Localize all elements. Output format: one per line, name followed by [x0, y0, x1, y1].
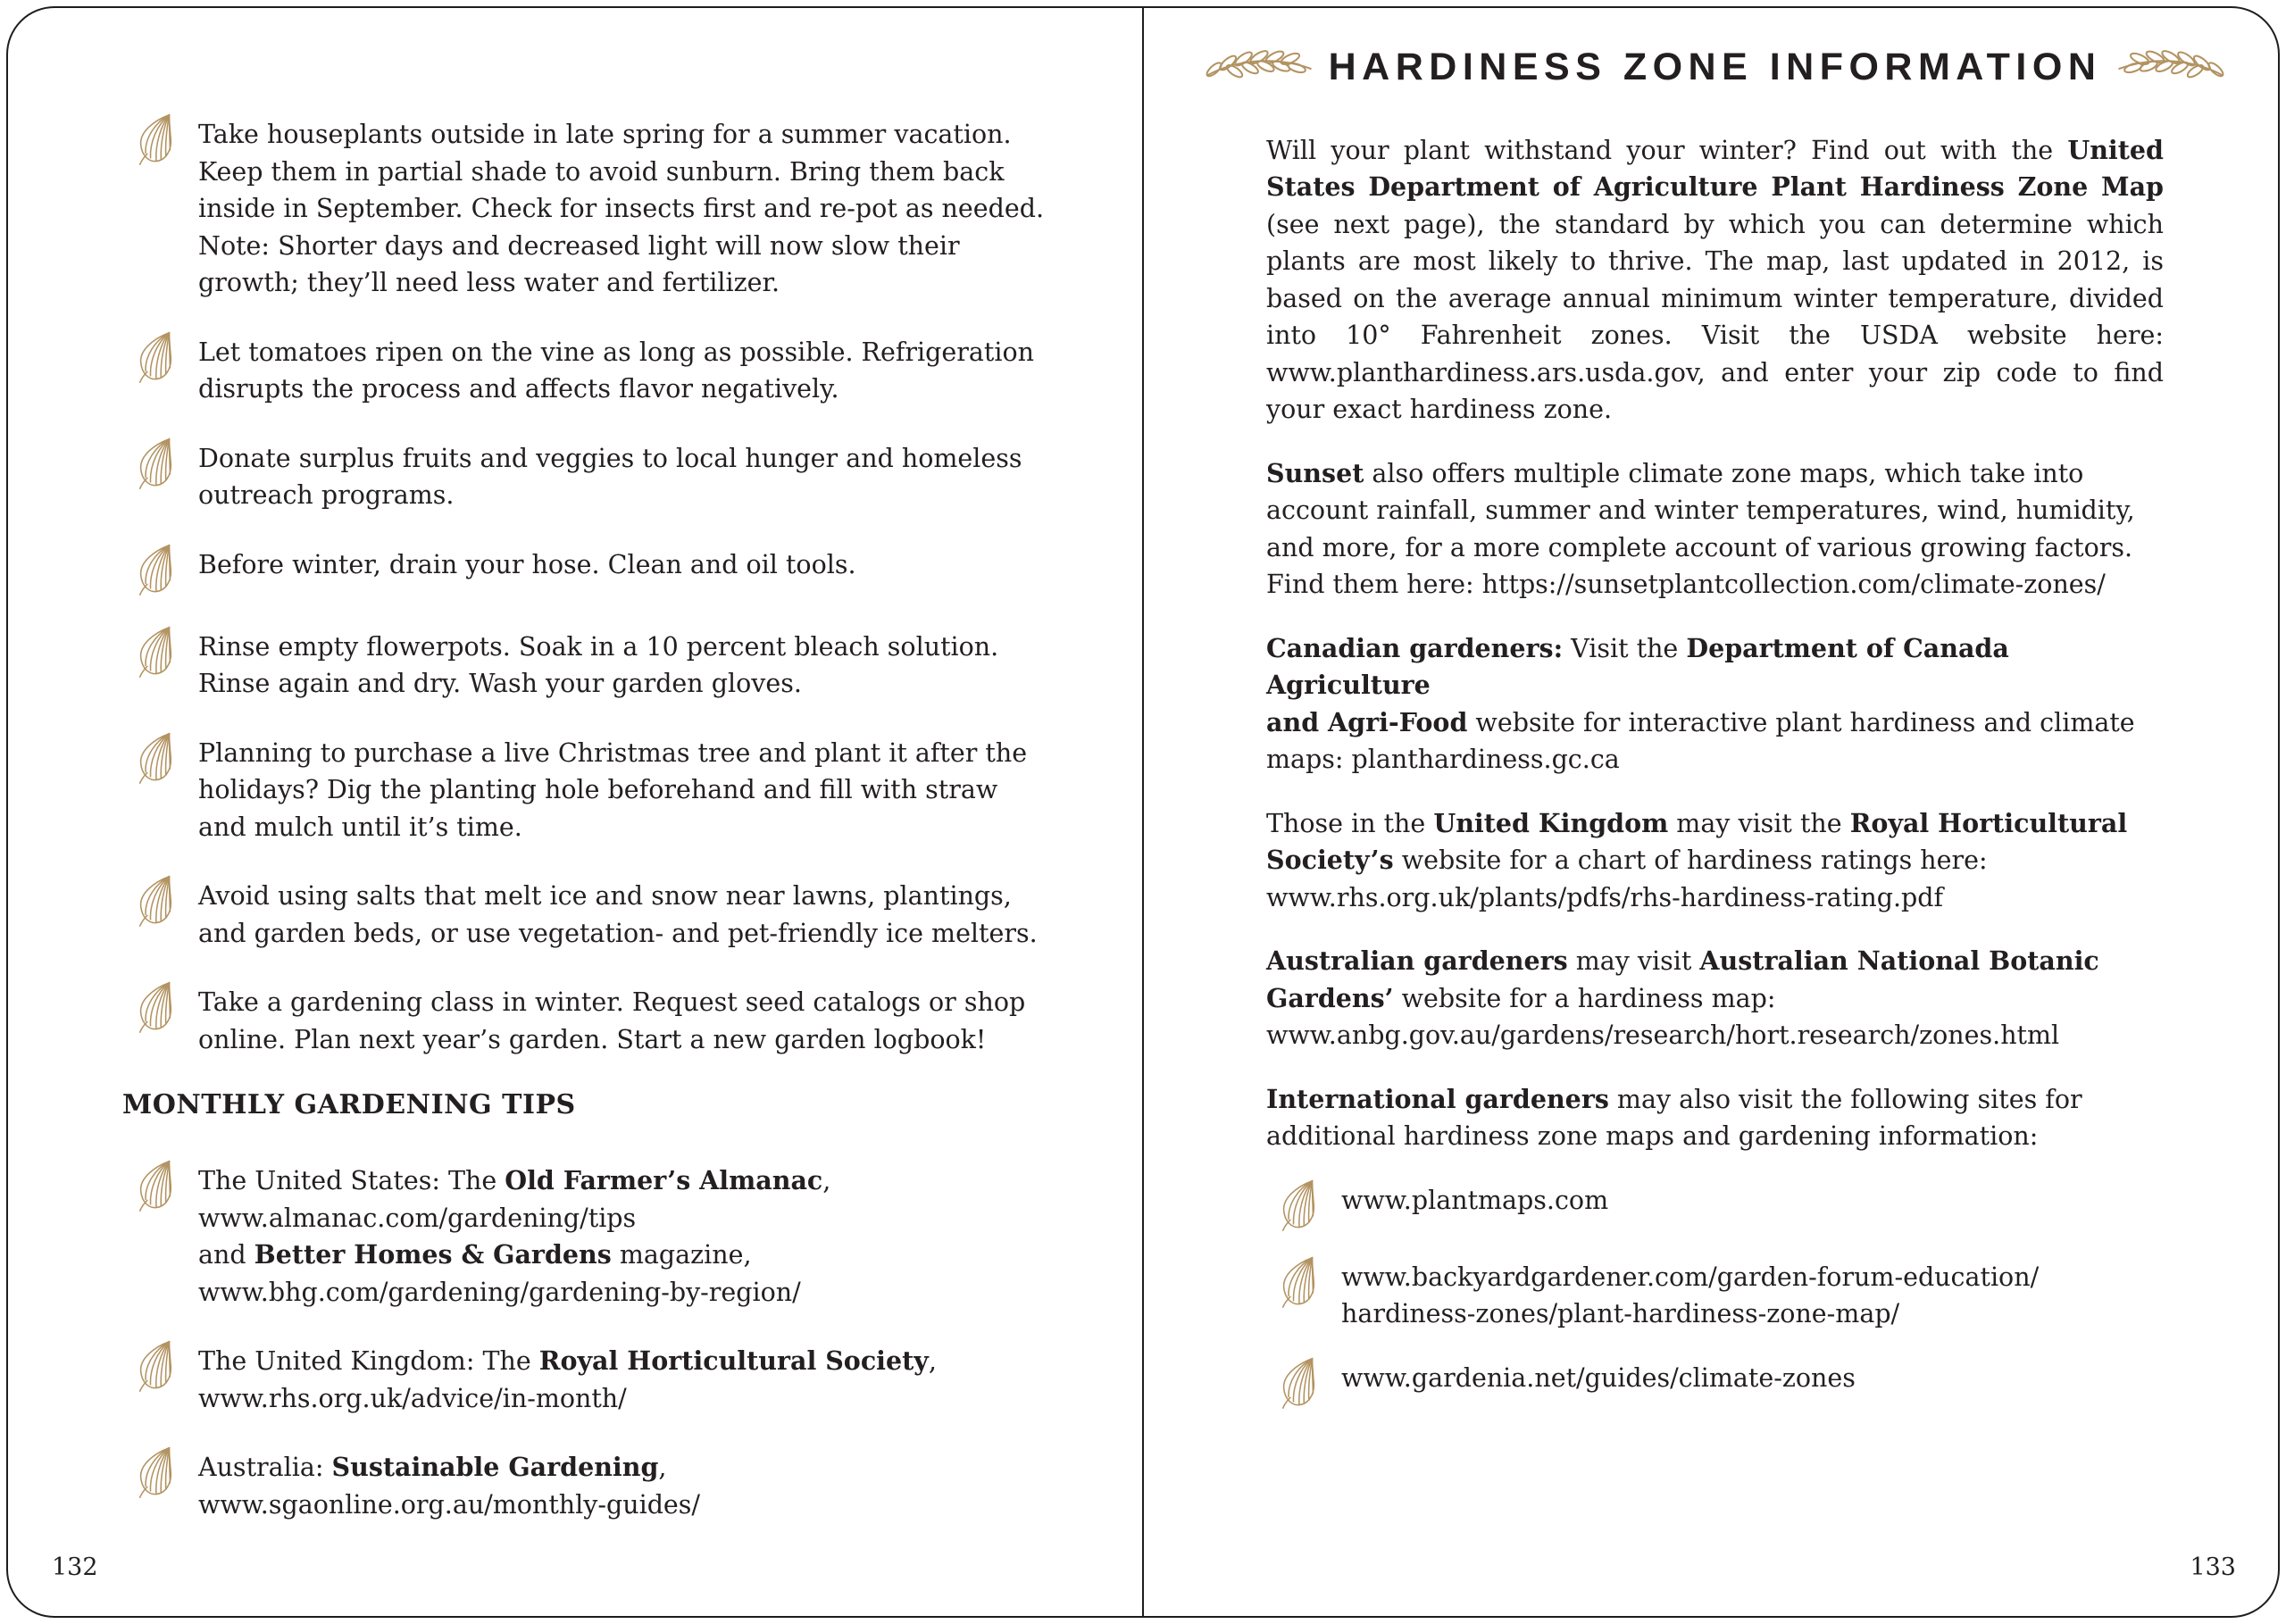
tip-item: [134, 334, 1089, 408]
monthly-tips-list: [134, 1162, 1089, 1523]
tip-text: Australia: Sustainable Gardening, www.sgaonline.org.au/monthly-guides/: [198, 1452, 701, 1520]
tip-item: [134, 1162, 1089, 1311]
tip-text: Take a gardening class in winter. Request seed catalogs or shop online. Plan next year’s garden. Start a new garden logbook!: [198, 987, 1026, 1054]
tip-text: Rinse empty flowerpots. Soak in a 10 percent bleach solution. Rinse again and dry. Wash your garden gloves.: [198, 631, 999, 698]
onion-bulb-icon: [134, 1159, 177, 1212]
tip-item: [134, 546, 1089, 596]
page-title: HARDINESS ZONE INFORMATION: [1328, 46, 2102, 88]
tip-item: [1277, 1182, 2164, 1232]
page-number-left: 132: [52, 1553, 98, 1581]
tip-item: [134, 1449, 1089, 1523]
onion-bulb-icon: [134, 625, 177, 679]
tip-text: Take houseplants outside in late spring for a summer vacation. Keep them in partial shade to avoid sunburn. Bring them back inside in September. Check for insects first and re-pot as needed. Note: Shorter days and decreased light will now slow their growth; they’ll need less water and fertilizer.: [198, 120, 1045, 297]
international-sites-list: [1266, 1182, 2164, 1410]
onion-bulb-icon: [134, 874, 177, 928]
paragraph-australia: Australian gardeners may visit Australian National Botanic Gardens’ website for a hardiness map: www.anbg.gov.au/gardens/research/hort.research/zones.html: [1266, 945, 2099, 1051]
tip-item: [134, 1343, 1089, 1417]
onion-bulb-icon: [134, 980, 177, 1034]
onion-bulb-icon: [1277, 1356, 1320, 1410]
onion-bulb-icon: [134, 731, 177, 785]
tip-text: Let tomatoes ripen on the vine as long as possible. Refrigeration disrupts the process and affects flavor negatively.: [198, 337, 1034, 404]
paragraph-canada: Canadian gardeners: Visit the Department of Canada Agriculture and Agri-Food website for interactive plant hardiness and climate maps: planthardiness.gc.ca: [1266, 632, 2135, 775]
site-url: www.gardenia.net/guides/climate-zones: [1341, 1362, 1856, 1393]
paragraph-sunset: Sunset also offers multiple climate zone maps, which take into account rainfall, summer and winter temperatures, wind, humidity, and more, for a more complete account of various growing factors. Find them here: https://sunsetplantcollection.com/climate-zones/: [1266, 457, 2135, 600]
onion-bulb-icon: [134, 1445, 177, 1499]
tip-item: [134, 629, 1089, 703]
onion-bulb-icon: [134, 330, 177, 384]
tip-item: [134, 116, 1089, 302]
seasonal-tips-list: [134, 116, 1089, 1058]
tip-text: Avoid using salts that melt ice and snow near lawns, plantings, and garden beds, or use vegetation- and pet-friendly ice melters.: [198, 881, 1038, 948]
paragraph-international: International gardeners may also visit the following sites for additional hardiness zone maps and gardening information:: [1266, 1083, 2082, 1152]
tip-text: Before winter, drain your hose. Clean and oil tools.: [198, 549, 856, 579]
laurel-branch-icon: [1204, 48, 1314, 87]
laurel-branch-icon: [2115, 48, 2226, 87]
right-page: [1144, 0, 2286, 1624]
site-url: www.backyardgardener.com/garden-forum-education/ hardiness-zones/plant-hardiness-zone-map/: [1341, 1262, 2040, 1329]
onion-bulb-icon: [134, 112, 177, 166]
tip-item: [1277, 1259, 2164, 1333]
tip-item: [134, 735, 1089, 846]
onion-bulb-icon: [134, 1339, 177, 1393]
onion-bulb-icon: [1277, 1178, 1320, 1232]
tip-item: [134, 440, 1089, 514]
tip-text: Planning to purchase a live Christmas tree and plant it after the holidays? Dig the planting hole beforehand and fill with straw and mulch until it’s time.: [198, 737, 1028, 842]
tip-text: The United States: The Old Farmer’s Almanac, www.almanac.com/gardening/tips and Better Homes & Gardens magazine, www.bhg.com/gardening/gardening-by-region/: [198, 1165, 831, 1307]
tip-item: [134, 984, 1089, 1058]
onion-bulb-icon: [134, 437, 177, 490]
site-url: www.plantmaps.com: [1341, 1185, 1609, 1215]
chapter-title-row: [1266, 45, 2164, 91]
section-heading-monthly-gardening-tips: MONTHLY GARDENING TIPS: [122, 1089, 576, 1120]
tip-item: [1277, 1360, 2164, 1410]
onion-bulb-icon: [1277, 1255, 1320, 1309]
paragraph-united-kingdom: Those in the United Kingdom may visit the Royal Horticultural Society’s website for a chart of hardiness ratings here: www.rhs.org.uk/plants/pdfs/rhs-hardiness-rating.pdf: [1266, 807, 2128, 912]
paragraph-usda-intro: Will your plant withstand your winter? Find out with the United States Department of Agriculture Plant Hardiness Zone Map (see next page), the standard by which you can determine which plants are most likely to thrive. The map, last updated in 2012, is based on the average annual minimum winter temperature, divided into 10° Fahrenheit zones. Visit the USDA website here: www.planthardiness.ars.usda.gov, and enter your zip code to find your exact hardiness zone.: [1266, 134, 2164, 425]
page-number-right: 133: [2190, 1553, 2236, 1581]
tip-text: The United Kingdom: The Royal Horticultural Society, www.rhs.org.uk/advice/in-month/: [198, 1345, 937, 1413]
tip-item: [134, 878, 1089, 952]
tip-text: Donate surplus fruits and veggies to local hunger and homeless outreach programs.: [198, 443, 1022, 510]
onion-bulb-icon: [134, 543, 177, 596]
